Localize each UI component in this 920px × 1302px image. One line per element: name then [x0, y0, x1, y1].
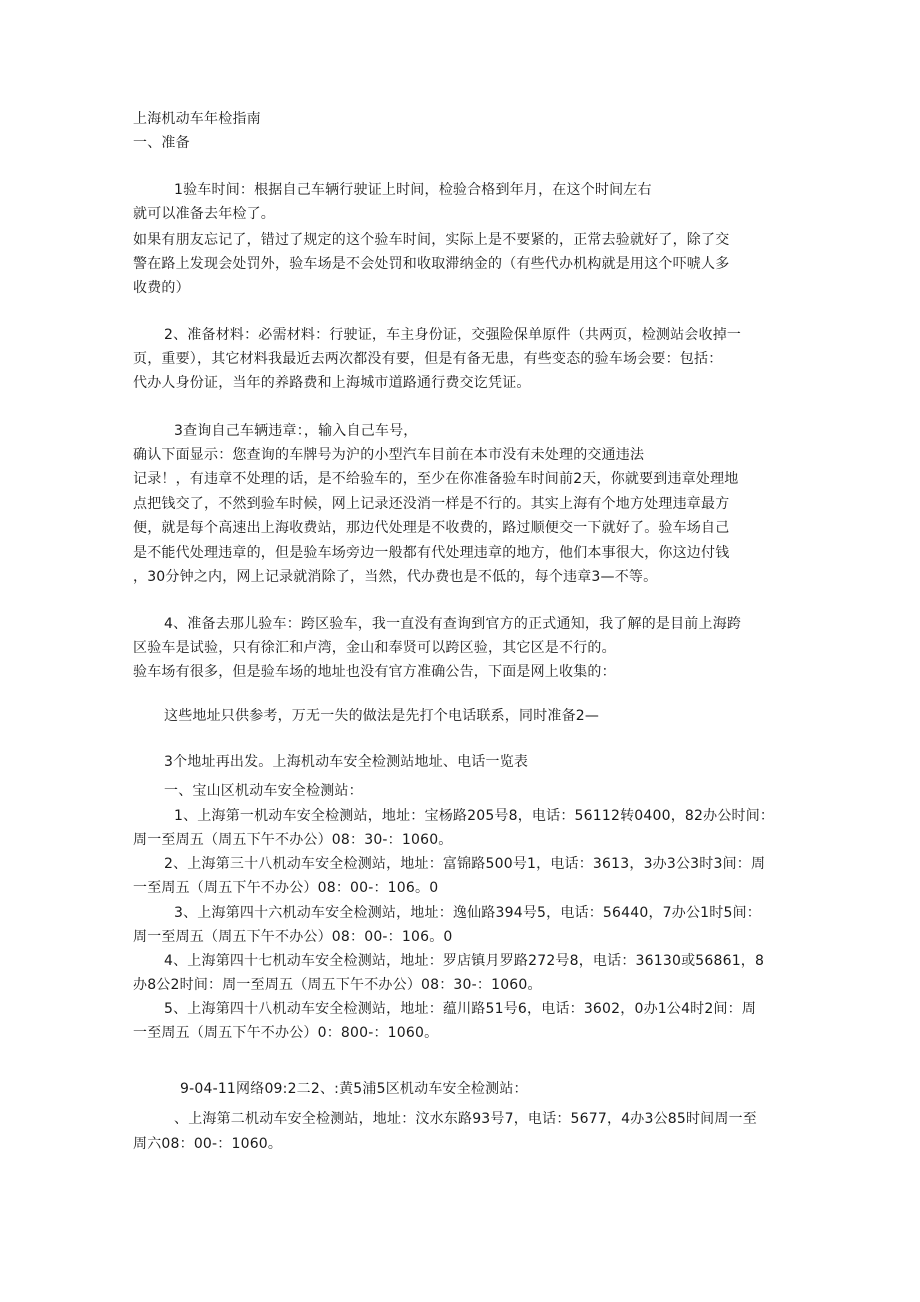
item3-line: 确认下面显示：您查询的车牌号为沪的小型汽车目前在本市没有未处理的交通违法	[133, 447, 645, 463]
item1-line: 1验车时间：根据自己车辆行驶证上时间，检验合格到年月，在这个时间左右	[174, 182, 652, 198]
item4-line: 4、准备去那儿验车：跨区验车，我一直没有查询到官方的正式通知，我了解的是目前上海跨	[164, 616, 742, 632]
item1-line: 就可以准备去年检了。	[133, 206, 275, 222]
note-line: 3个地址再出发。上海机动车安全检测站地址、电话一览表	[164, 754, 529, 770]
station-line: 、上海第二机动车安全检测站，地址：汶水东路93号7，电话：5677，4办3公85时间周一至	[174, 1111, 757, 1127]
station-line: 1、上海第一机动车安全检测站，地址：宝杨路205号8，电话：56112转0400，82办公时间：	[174, 808, 775, 824]
item4-line: 验车场有很多，但是验车场的地址也没有官方准确公告，下面是网上收集的：	[133, 664, 616, 680]
item3-line: 点把钱交了，不然到验车时候，网上记录还没消一样是不行的。其实上海有个地方处理违章最方	[133, 496, 730, 512]
item1-line: 警在路上发现会处罚外，验车场是不会处罚和收取滞纳金的（有些代办机构就是用这个吓唬人多	[133, 256, 730, 272]
item3-line: 便，就是每个高速出上海收费站，那边代处理是不收费的，路过顺便交一下就好了。验车场自己	[133, 520, 730, 536]
station-line: 一至周五（周五下午不办公）08：00-：106。0	[133, 880, 439, 896]
item3-line: 3查询自己车辆违章：，输入自己车号，	[174, 423, 418, 439]
station-line: 4、上海第四十七机动车安全检测站，地址：罗店镇月罗路272号8，电话：36130或56861，8	[164, 953, 765, 969]
item1-line: 收费的）	[133, 280, 190, 296]
section-heading-prepare: 一、准备	[133, 135, 190, 151]
station-line: 2、上海第三十八机动车安全检测站，地址：富锦路500号1，电话：3613，3办3公3时3间：周	[164, 856, 766, 872]
document-title: 上海机动车年检指南	[133, 111, 261, 127]
item2-line: 2、准备材料：必需材料：行驶证，车主身份证，交强险保单原件（共两页，检测站会收掉一	[164, 327, 742, 343]
station-line: 周六08：00-：1060。	[133, 1136, 283, 1152]
baoshan-heading: 一、宝山区机动车安全检测站：	[164, 783, 363, 799]
note-line: 这些地址只供参考，万无一失的做法是先打个电话联系，同时准备2—	[164, 708, 600, 724]
item3-line: ，30分钟之内，网上记录就消除了，当然，代办费也是不低的，每个违章3—不等。	[133, 569, 658, 585]
item3-line: 是不能代处理违章的，但是验车场旁边一般都有代处理违章的地方，他们本事很大，你这边付钱	[133, 545, 730, 561]
item1-line: 如果有朋友忘记了，错过了规定的这个验车时间，实际上是不要紧的，正常去验就好了，除了交	[133, 232, 730, 248]
station-line: 周一至周五（周五下午不办公）08：00-：106。0	[133, 929, 453, 945]
station-line: 周一至周五（周五下午不办公）08：30-：1060。	[133, 832, 453, 848]
station-line: 办8公2时间：周一至周五（周五下午不办公）08：30-：1060。	[133, 977, 542, 993]
station-line: 5、上海第四十八机动车安全检测站，地址：蕴川路51号6，电话：3602，0办1公4时2间：周	[164, 1001, 757, 1017]
item4-line: 区验车是试验，只有徐汇和卢湾，金山和奉贤可以跨区验，其它区是不行的。	[133, 640, 616, 656]
item2-line: 页，重要），其它材料我最近去两次都没有要，但是有备无患，有些变态的验车场会要：包括：	[133, 351, 723, 367]
huangpu-heading: 9-04-11网络09:2二2、:黄5浦5区机动车安全检测站：	[180, 1081, 528, 1097]
station-line: 一至周五（周五下午不办公）0：800-：1060。	[133, 1025, 439, 1041]
station-line: 3、上海第四十六机动车安全检测站，地址：逸仙路394号5，电话：56440，7办公1时5间：	[174, 905, 761, 921]
item2-line: 代办人身份证，当年的养路费和上海城市道路通行费交讫凭证。	[133, 375, 531, 391]
item3-line: 记录！，有违章不处理的话，是不给验车的，至少在你准备验车时间前2天，你就要到违章处理地	[133, 471, 739, 487]
